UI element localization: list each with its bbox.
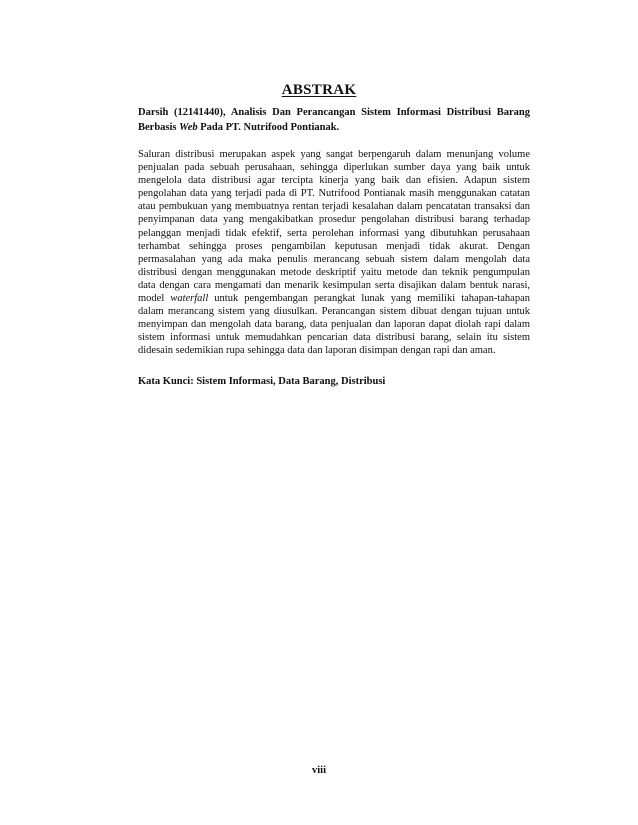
keywords: Kata Kunci: Sistem Informasi, Data Barang, Distribusi	[138, 375, 386, 387]
abstract-text-part2: untuk pengembangan perangkat lunak yang memiliki tahapan-tahapan dalam merancang sistem yang diusulkan. Perancangan sistem dibuat dengan tujuan untuk menyimpan dan mengolah data barang, data penjualan dan laporan dapat diolah rapi dalam sistem informasi untuk memudahkan pencarian data distribusi barang, selain itu sistem didesain sedemikian rupa sehingga data dan laporan disimpan dengan rapi dan aman.	[138, 293, 530, 357]
citation-title-italic: Web	[179, 122, 198, 133]
abstract-text-italic: waterfall	[170, 293, 209, 305]
citation-title-part1: Analisis Dan Perancangan Sistem Informasi Distribusi Barang Berbasis	[138, 107, 530, 133]
citation-title-part2: Pada PT. Nutrifood Pontianak.	[200, 122, 340, 133]
abstract-paragraph	[138, 148, 530, 358]
abstract-content	[138, 105, 530, 389]
page-title: ABSTRAK	[281, 82, 357, 98]
page-number: viii	[311, 765, 326, 776]
abstract-text-part1: Saluran distribusi merupakan aspek yang sangat berpengaruh dalam menunjang volume penjualan pada sebuah perusahaan, sehingga diperlukan sumber daya yang baik untuk mengelola data distribusi agar tercipta kinerja yang baik dan efisien. Adapun sistem pengolahan data yang terjadi pada di PT. Nutrifood Pontianak masih menggunakan catatan atau pembukuan yang membuatnya rentan terjadi kesalahan dalam pencatatan transaksi dan penyimpanan data yang mengakibatkan prosedur pengolahan distribusi barang terhadap pelanggan menjadi tidak efektif, serta perolehan informasi yang dibutuhkan perusahaan terhambat sehingga proses pengambilan keputusan menjadi tidak akurat. Dengan permasalahan yang ada maka penulis merancang sebuah sistem dalam mengolah data distribusi dengan menggunakan metode deskriptif yaitu metode dan teknik pengumpulan data dengan cara mengamati dan menarik kesimpulan serta disajikan dalam bentuk narasi, model	[138, 149, 530, 305]
citation	[138, 105, 530, 135]
citation-author: Darsih (12141440),	[138, 107, 226, 118]
